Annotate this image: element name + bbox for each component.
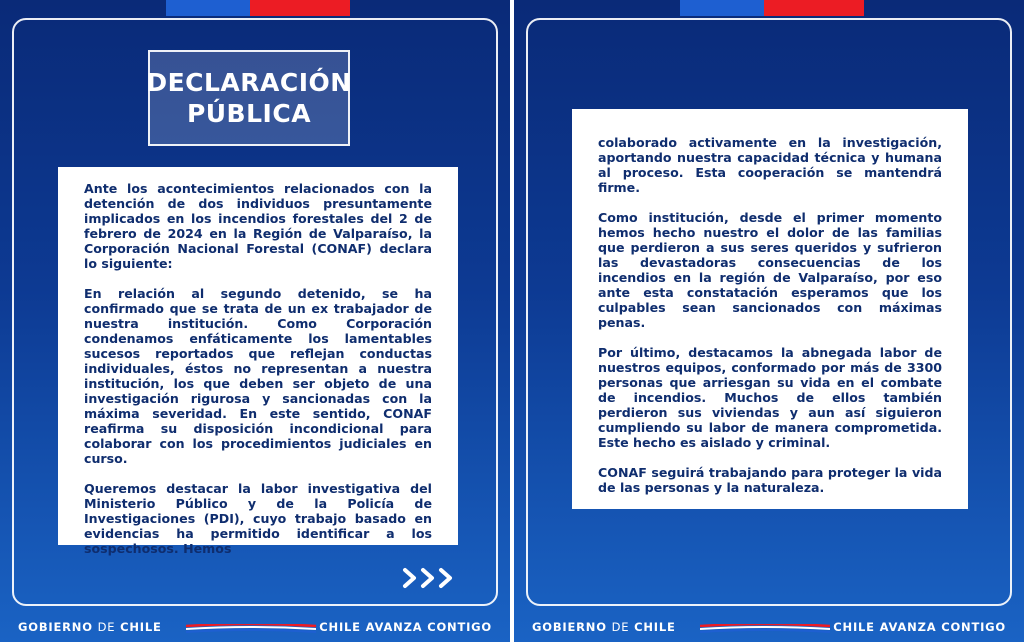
flag-blue-segment — [166, 0, 250, 16]
flag-red-segment — [764, 0, 864, 16]
slogan: CHILE AVANZA CONTIGO — [833, 620, 1006, 634]
flag-blue-segment — [680, 0, 764, 16]
flag-stripe-decoration — [700, 624, 830, 634]
flag-red-segment — [250, 0, 350, 16]
title-line-2: PÚBLICA — [186, 99, 312, 128]
slide-left — [0, 0, 510, 642]
flag-stripe-decoration — [186, 624, 316, 634]
paragraph: Como institución, desde el primer momento hemos hecho nuestro el dolor de las familias que perdieron a sus seres queridos y sufrieron las devastadoras consecuencias de los incendios en la región de Valparaíso, por eso ante esta constatación esperamos que los culpables sean sancionados con máximas penas. — [598, 210, 942, 330]
paragraph: CONAF seguirá trabajando para proteger la vida de las personas y la naturaleza. — [598, 465, 942, 495]
brand-word: DE — [611, 620, 630, 634]
footer-bar — [0, 612, 510, 642]
brand-word: CHILE — [634, 620, 676, 634]
paragraph: Queremos destacar la labor investigativa del Ministerio Público y de la Policía de Investigaciones (PDI), cuyo trabajo basado en evidencias ha permitido identificar a los sospechosos. Hemos — [84, 481, 432, 556]
flag-bar — [680, 0, 864, 16]
statement-text-box — [572, 109, 968, 509]
brand-word: CHILE — [120, 620, 162, 634]
paragraph: En relación al segundo detenido, se ha confirmado que se trata de un ex trabajador de nuestra institución. Como Corporación condenamos enfáticamente los lamentables sucesos reportados que reflejan conductas individuales, éstos no representan a nuestra institución, los que deben ser objeto de una investigación rigurosa y sancionadas con la máxima severidad. En este sentido, CONAF reafirma su disposición incondicional para colaborar con los procedimientos judiciales en curso. — [84, 286, 432, 466]
brand-word: DE — [97, 620, 116, 634]
slide-right — [514, 0, 1024, 642]
slogan: CHILE AVANZA CONTIGO — [319, 620, 492, 634]
brand-word: GOBIERNO — [532, 620, 607, 634]
gobierno-de-chile-logo — [18, 620, 162, 634]
paragraph: colaborado activamente en la investigación, aportando nuestra capacidad técnica y humana al proceso. Esta cooperación se mantendrá firme. — [598, 135, 942, 195]
triple-chevron-right-icon[interactable] — [402, 565, 456, 591]
paragraph: Por último, destacamos la abnegada labor de nuestros equipos, conformado por más de 3300 personas que arriesgan su vida en el combate de incendios. Muchos de ellos también perdieron sus viviendas y aun así siguieron cumpliendo su labor de manera comprometida. Este hecho es aislado y criminal. — [598, 345, 942, 450]
title-line-1: DECLARACIÓN — [146, 68, 352, 97]
gobierno-de-chile-logo — [532, 620, 676, 634]
declaration-title — [148, 50, 350, 146]
flag-bar — [166, 0, 350, 16]
paragraph: Ante los acontecimientos relacionados con la detención de dos individuos presuntamente implicados en los incendios forestales del 2 de febrero de 2024 en la Región de Valparaíso, la Corporación Nacional Forestal (CONAF) declara lo siguiente: — [84, 181, 432, 271]
statement-text-box — [58, 167, 458, 556]
brand-word: GOBIERNO — [18, 620, 93, 634]
footer-bar — [514, 612, 1024, 642]
